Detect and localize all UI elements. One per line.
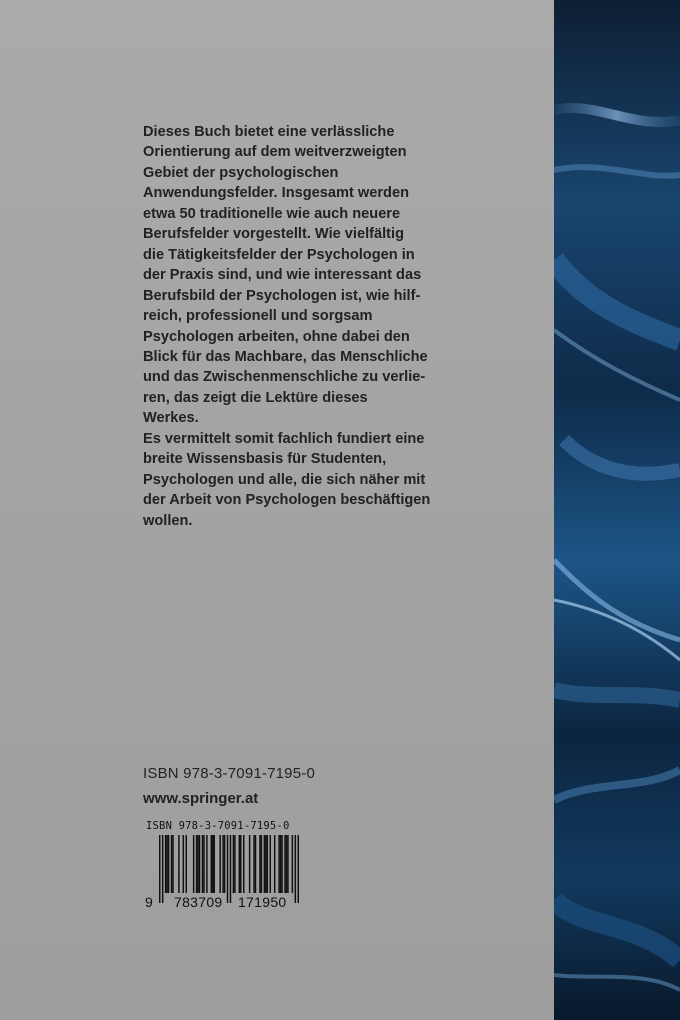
- barcode-bar: [199, 835, 200, 893]
- barcode-bar: [166, 835, 167, 893]
- barcode-bar: [224, 835, 225, 893]
- barcode-bar: [298, 835, 299, 903]
- barcode-bar: [183, 835, 184, 893]
- barcode-bar: [196, 835, 197, 893]
- barcode-bar: [202, 835, 203, 893]
- barcode-digit-group-1: 783709: [174, 894, 223, 910]
- barcode-bar: [292, 835, 293, 893]
- barcode-bar: [172, 835, 173, 893]
- barcode-bar: [159, 835, 160, 903]
- barcode-bar: [284, 835, 285, 893]
- barcode-bar: [212, 835, 213, 893]
- barcode-bar: [278, 835, 279, 893]
- isbn-barcode: [143, 818, 310, 913]
- barcode-bar: [162, 835, 163, 903]
- barcode-bar: [274, 835, 275, 893]
- barcode-bar: [227, 835, 228, 903]
- barcode-bar: [203, 835, 204, 893]
- barcode-bar: [233, 835, 234, 893]
- abstract-blue-lines-image: [554, 0, 680, 1020]
- barcode-bar: [171, 835, 172, 893]
- barcode-bar: [168, 835, 169, 893]
- barcode-isbn-caption: ISBN 978-3-7091-7195-0: [146, 820, 290, 832]
- barcode-bar: [211, 835, 212, 893]
- barcode-bar: [186, 835, 187, 893]
- barcode-bar: [267, 835, 268, 893]
- barcode-bar: [280, 835, 281, 893]
- barcode-bar: [286, 835, 287, 893]
- description-paragraph-1: Dieses Buch bietet eine verlässliche Orientierung auf dem weitverzweigten Gebiet der psychologischen Anwendungsfelder. Insgesamt werden etwa 50 traditionelle wie auch neuere Berufsfelder vorgestellt. Wie vielfältig die Tätigkeitsfelder der Psychologen in der Praxis sind, und wie interessant das Berufsbild der Psychologen ist, wie hilf- reich, professionell und sorgsam Psychologen arbeiten, ohne dabei den Blick für das Machbare, das Menschliche und das Zwischenmenschliche zu verlie- ren, das zeigt die Lektüre dieses Werkes.: [143, 124, 428, 427]
- publisher-url: www.springer.at: [143, 790, 259, 807]
- barcode-bar: [295, 835, 296, 903]
- back-cover-description: [143, 122, 459, 531]
- barcode-bar: [253, 835, 254, 893]
- barcode-digit-group-2: 171950: [238, 894, 287, 910]
- barcode-bar: [239, 835, 240, 893]
- barcode-bar: [243, 835, 244, 893]
- barcode-bar: [265, 835, 266, 893]
- barcode-bar: [206, 835, 207, 893]
- barcode-lead-digit: 9: [145, 894, 153, 910]
- barcode-bar: [193, 835, 194, 893]
- barcode-bar: [264, 835, 265, 893]
- isbn-label: ISBN 978-3-7091-7195-0: [143, 765, 316, 782]
- description-paragraph-2: Es vermittelt somit fachlich fundiert eine breite Wissensbasis für Studenten, Psychologen und alle, die sich näher mit der Arbeit von Psychologen beschäftigen wollen.: [143, 430, 431, 529]
- barcode-bar: [255, 835, 256, 893]
- barcode-bar: [270, 835, 271, 893]
- barcode-bar: [230, 835, 231, 903]
- barcode-bar: [249, 835, 250, 893]
- barcode-bar: [261, 835, 262, 893]
- barcode-bar: [287, 835, 288, 893]
- barcode-bar: [259, 835, 260, 893]
- barcode-bar: [240, 835, 241, 893]
- barcode-bar: [178, 835, 179, 893]
- barcode-bar: [165, 835, 166, 893]
- barcode-bar: [219, 835, 220, 893]
- cover-artwork-strip: [554, 0, 680, 1020]
- barcode-bar: [214, 835, 215, 893]
- barcode-bar: [222, 835, 223, 893]
- barcode-bar: [281, 835, 282, 893]
- barcode-bar: [197, 835, 198, 893]
- barcode-bar: [234, 835, 235, 893]
